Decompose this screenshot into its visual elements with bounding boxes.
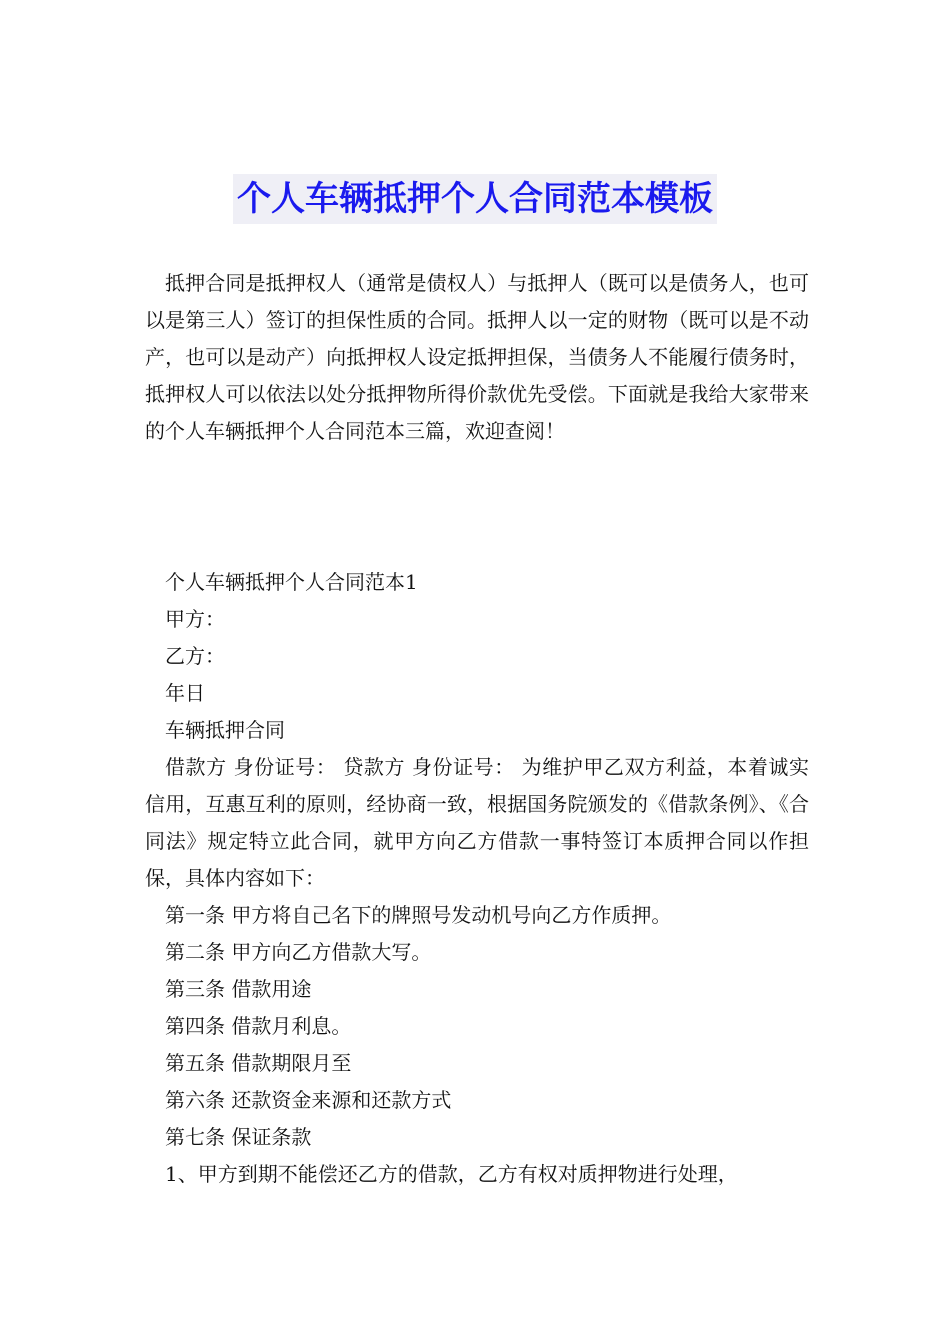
article-4: 第四条 借款月利息。 xyxy=(165,1014,352,1038)
article-2: 第二条 甲方向乙方借款大写。 xyxy=(165,940,432,964)
article-7: 第七条 保证条款 xyxy=(165,1125,312,1149)
section-heading: 个人车辆抵押个人合同范本1 xyxy=(165,570,418,594)
page-title xyxy=(0,174,950,224)
party-a-line: 甲方： xyxy=(165,607,225,631)
article-3: 第三条 借款用途 xyxy=(165,977,312,1001)
contract-body xyxy=(145,564,809,1193)
intro-paragraph: 抵押合同是抵押权人（通常是债权人）与抵押人（既可以是债务人，也可以是第三人）签订的担保性质的合同。抵押人以一定的财物（既可以是不动产，也可以是动产）向抵押权人设定抵押担保，当债务人不能履行债务时，抵押权人可以依法以处分抵押物所得价款优先受偿。下面就是我给大家带来的个人车辆抵押个人合同范本三篇，欢迎查阅！ xyxy=(145,271,809,443)
article-5: 第五条 借款期限月至 xyxy=(165,1051,352,1075)
party-b-line: 乙方： xyxy=(165,644,225,668)
article-1: 第一条 甲方将自己名下的牌照号发动机号向乙方作质押。 xyxy=(165,903,672,927)
page-title-text: 个人车辆抵押个人合同范本模板 xyxy=(233,174,717,224)
clause-1: 1、甲方到期不能偿还乙方的借款，乙方有权对质押物进行处理， xyxy=(165,1162,738,1186)
preamble-paragraph: 借款方 身份证号： 贷款方 身份证号： 为维护甲乙双方利益，本着诚实信用，互惠互利的原则，经协商一致，根据国务院颁发的《借款条例》、《合同法》规定特立此合同，就甲方向乙方借款一事特签订本质押合同以作担保，具体内容如下： xyxy=(145,755,809,890)
contract-name: 车辆抵押合同 xyxy=(165,718,285,742)
date-line: 年日 xyxy=(165,681,205,705)
article-6: 第六条 还款资金来源和还款方式 xyxy=(165,1088,452,1112)
